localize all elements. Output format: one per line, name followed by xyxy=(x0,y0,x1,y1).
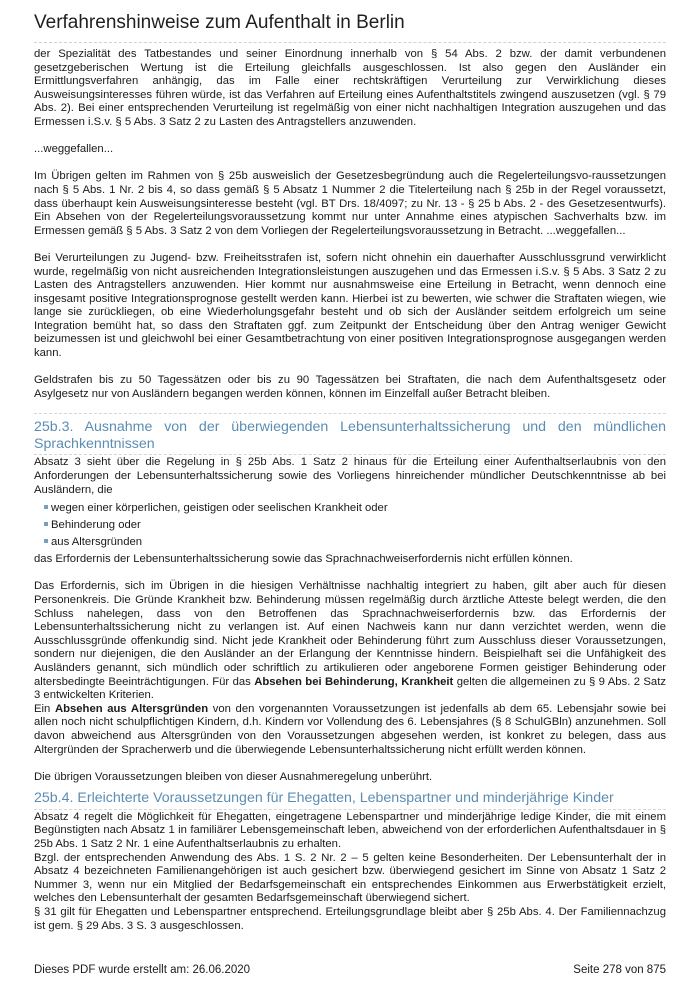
footer-created-date: Dieses PDF wurde erstellt am: 26.06.2020 xyxy=(34,964,251,976)
page-footer xyxy=(34,963,666,977)
paragraph: § 31 gilt für Ehegatten und Lebenspartner entsprechend. Erteilungsgrundlage bleibt aber § 25b Abs. 4. Der Familiennachzug ist gem. § 29 Abs. 3 S. 3 ausgeschlossen. xyxy=(34,905,666,932)
document-body xyxy=(34,48,666,933)
section-heading-25b3: 25b.3. Ausnahme von der überwiegenden Lebensunterhaltssicherung und den mündlichen Sprachkenntnissen xyxy=(34,413,666,455)
paragraph: das Erfordernis der Lebensunterhaltssicherung sowie das Sprachnachweiserfordernis nicht erfüllen können. xyxy=(34,553,573,566)
list-item: aus Altersgründen xyxy=(44,534,666,551)
footer-page-number: Seite 278 von 875 xyxy=(573,964,666,976)
paragraph: Absatz 4 regelt die Möglichkeit für Ehegatten, eingetragene Lebenspartner und minderjährige ledige Kinder, die mit einem Begünstigten nach Absatz 1 in familiärer Lebensgemeinschaft leben, abweichend von der erforderlichen Aufenthaltsdauer in § 25b Abs. 1 Satz 2 Nr. 1 eine Aufenthaltserlaubnis zu erhalten. xyxy=(34,810,666,850)
paragraph: Das Erfordernis, sich im Übrigen in die hiesigen Verhältnisse nachhaltig integriert zu haben, gilt aber auch für diesen Personenkreis. Die Gründe Krankheit bzw. Behinderung müssen regelmäßig durch ärztliche Atteste belegt werden, die den Schluss nahelegen, dass von den Betroffenen das Sprachnachweiserfordernis bzw. das Erfordernis der Lebensunterhaltssicherung nicht zu verlangen ist. Auf einen Nachweis kann nur dann verzichtet werden, wenn die Ausschlussgründe offenkundig sind. Nicht jede Krankheit oder Behinderung führt zum Ausschluss dieser Voraussetzungen, sondern nur diejenigen, die den Ausländer an der Erlangung der Kenntnisse hindern. Beispielhaft sei die Unfähigkeit des Ausländers genannt, sich mündlich oder schriftlich zu artikulieren oder angeborene Formen geistiger Behinderung oder altersbedingte Beeinträchtigungen. Für das Absehen bei Behinderung, Krankheit gelten die allgemeinen zu § 9 Abs. 2 Satz 3 entwickelten Kriterien. xyxy=(34,580,667,702)
paragraph: Geldstrafen bis zu 50 Tagessätzen oder bis zu 90 Tagessätzen bei Straftaten, die nach dem Aufenthaltsgesetz oder Asylgesetz nur von Ausländern begangen werden können, können im Einzelfall außer Betracht bleiben. xyxy=(34,374,666,400)
paragraph: der Spezialität des Tatbestandes und seiner Einordnung innerhalb von § 54 Abs. 2 bzw. der damit verbundenen gesetzgeberischen Wertung ist die Erteilung gleichfalls ausgeschlossen. Ist also gegen den Ausländer ein Ermittlungsverfahren anhängig, das im Falle einer rechtskräftigen Verurteilung zur Verwirklichung dieses Ausweisungsinteresses führen würde, ist das Verfahren auf Erteilung eines Aufenthaltstitels zwingend auszusetzen (vgl. § 79 Abs. 2). Bei einer entsprechenden Verurteilung ist regelmäßig von einer nicht nachhaltigen Integration auszugehen und das Ermessen i.S.v. § 5 Abs. 3 Satz 2 zu Lasten des Antragstellers anzuwenden. xyxy=(34,48,666,128)
section-heading-25b4: 25b.4. Erleichterte Voraussetzungen für Ehegatten, Lebenspartner und minderjährige Kinder xyxy=(34,790,666,810)
paragraph: Ein Absehen aus Altersgründen von den vorgenannten Voraussetzungen ist jedenfalls ab dem 65. Lebensjahr sowie bei allen noch nicht schulpflichtigen Kindern, d.h. Kindern vor Vollendung des 6. Lebensjahres (§ 8 SchulGBln) anzunehmen. Soll davon abweichend aus Altersgründen von den Voraussetzungen abgesehen werden, ist konkret zu belegen, dass aus Altergründen der Spracherwerb und die überwiegende Lebensunterhaltssicherung nicht erfüllt werden können. xyxy=(34,702,666,756)
paragraph: Im Übrigen gelten im Rahmen von § 25b ausweislich der Gesetzesbegründung auch die Regelerteilungsvo-raussetzungen nach § 5 Abs. 1 Nr. 2 bis 4, so dass gemäß § 5 Absatz 1 Nummer 2 die Titelerteilung nach § 25b in der Regel voraussetzt, dass überhaupt kein Ausweisungsinteresse besteht (vgl. BT Drs. 18/4097; zu Nr. 13 - § 25 b Abs. 2 - des Gesetzesentwurfs). Ein Absehen von der Regelerteilungsvoraussetzung kommt nur unter Annahme eines atypischen Sachverhalts bzw. im Ermessen gemäß § 5 Abs. 3 Satz 2 von dem Vorliegen der Regelerteilungsvoraussetzung in Betracht. ...weggefallen... xyxy=(34,170,666,237)
page-title: Verfahrenshinweise zum Aufenthalt in Berlin xyxy=(34,11,666,43)
paragraph: Bzgl. der entsprechenden Anwendung des Abs. 1 S. 2 Nr. 2 – 5 gelten keine Besonderheiten. Der Lebensunterhalt der in Absatz 4 bezeichneten Familienangehörigen ist auch gesichert bzw. überwiegend gesichert im Sinne von Absatz 1 Satz 2 Nummer 3, wenn nur ein Mitglied der Bedarfsgemeinschaft ein entsprechendes Einkommen aus Erwerbstätigkeit erzielt, welches den Lebensunterhalt der gesamten Bedarfsgemeinschaft überwiegend sichert. xyxy=(34,851,666,905)
list-item: Behinderung oder xyxy=(44,517,666,534)
bold-text: Absehen aus Altersgründen xyxy=(54,702,209,715)
bullet-list xyxy=(34,500,666,551)
document-page xyxy=(34,0,666,933)
bullet-icon xyxy=(44,522,48,526)
paragraph: Die übrigen Voraussetzungen bleiben von dieser Ausnahmeregelung unberührt. xyxy=(34,770,433,783)
paragraph: Absatz 3 sieht über die Regelung in § 25b Abs. 1 Satz 2 hinaus für die Erteilung einer Aufenthaltserlaubnis von den Anforderungen der Lebensunterhaltssicherung sowie des Vorliegens hinreichender mündlicher Deutschkenntnisse ab bei Ausländern, die xyxy=(34,456,666,496)
paragraph: ...weggefallen... xyxy=(34,143,114,156)
bold-text: Absehen bei Behinderung, Krankheit xyxy=(254,675,454,688)
list-item: wegen einer körperlichen, geistigen oder seelischen Krankheit oder xyxy=(44,500,666,517)
bullet-icon xyxy=(44,539,48,543)
paragraph: Bei Verurteilungen zu Jugend- bzw. Freiheitsstrafen ist, sofern nicht ohnehin ein dauerhafter Ausschlussgrund verwirklicht wurde, regelmäßig von nicht ausreichenden Integrationsleistungen auszugehen und das Ermessen i.S.v. § 5 Abs. 3 Satz 2 zu Lasten des Antragstellers anzuwenden. Hier kommt nur ausnahmsweise eine Erteilung in Betracht, wenn dennoch eine insgesamt positive Integrationsprognose gestellt werden kann. Hierbei ist zu bewerten, wie schwer die Straftaten wiegen, wie lange sie zurückliegen, ob eine Wiederholungsgefahr besteht und ob sich der Ausländer seitdem erfolgreich um seine Integration bemüht hat, so dass den Straftaten ggf. zum Zeitpunkt der Entscheidung über den Antrag weniger Gewicht beizumessen ist und gleichwohl bei einer Gesamtbetrachtung von einer positiven Integrationsprognose ausgegangen werden kann. xyxy=(34,251,666,360)
bullet-icon xyxy=(44,505,48,509)
